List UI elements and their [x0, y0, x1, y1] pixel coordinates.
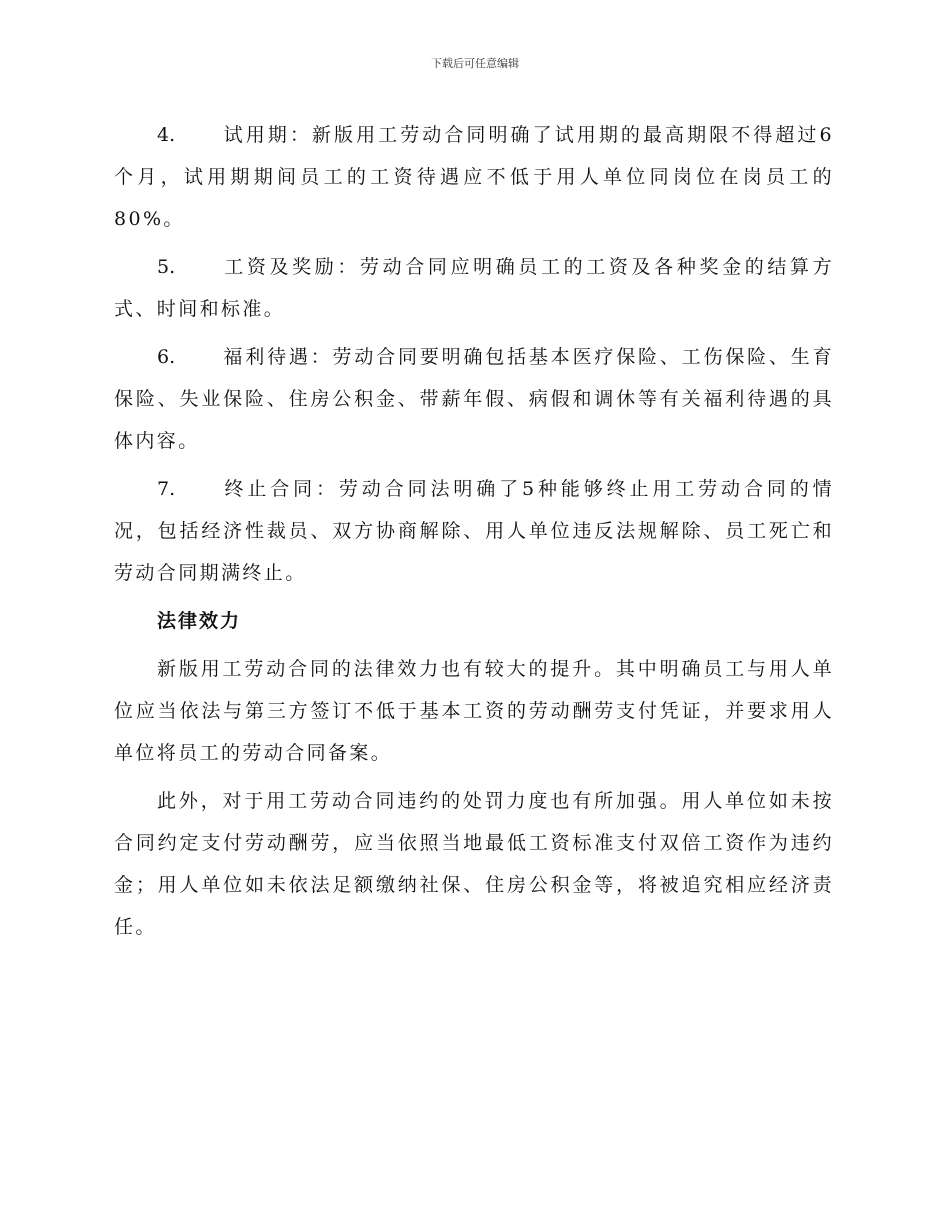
list-item-5 — [114, 246, 834, 330]
section-heading: 法律效力 — [157, 610, 242, 632]
item-text: 工资及奖励：劳动合同应明确员工的工资及各种奖金的结算方式、时间和标准。 — [114, 256, 834, 320]
list-item-4 — [114, 114, 834, 240]
body-paragraph: 新版用工劳动合同的法律效力也有较大的提升。其中明确员工与用人单位应当依法与第三方签订不低于基本工资的劳动酬劳支付凭证，并要求用人单位将员工的劳动合同备案。 — [114, 658, 834, 764]
body-paragraph: 此外，对于用工劳动合同违约的处罚力度也有所加强。用人单位如未按合同约定支付劳动酬劳，应当依照当地最低工资标准支付双倍工资作为违约金；用人单位如未依法足额缴纳社保、住房公积金等，将被追究相应经济责任。 — [114, 790, 834, 938]
document-body — [114, 114, 834, 954]
item-number: 6. — [157, 346, 176, 368]
item-number: 7. — [157, 478, 176, 500]
list-item-7 — [114, 468, 834, 594]
item-number: 5. — [157, 256, 176, 278]
item-text: 试用期：新版用工劳动合同明确了试用期的最高期限不得超过6个月，试用期期间员工的工资待遇应不低于用人单位同岗位在岗员工的80%。 — [114, 124, 834, 230]
item-number: 4. — [157, 124, 176, 146]
list-item-6 — [114, 336, 834, 462]
item-text: 终止合同：劳动合同法明确了5种能够终止用工劳动合同的情况，包括经济性裁员、双方协商解除、用人单位违反法规解除、员工死亡和劳动合同期满终止。 — [114, 478, 834, 584]
item-text: 福利待遇：劳动合同要明确包括基本医疗保险、工伤保险、生育保险、失业保险、住房公积金、带薪年假、病假和调休等有关福利待遇的具体内容。 — [114, 346, 834, 452]
page-header: 下载后可任意编辑 — [431, 57, 519, 70]
